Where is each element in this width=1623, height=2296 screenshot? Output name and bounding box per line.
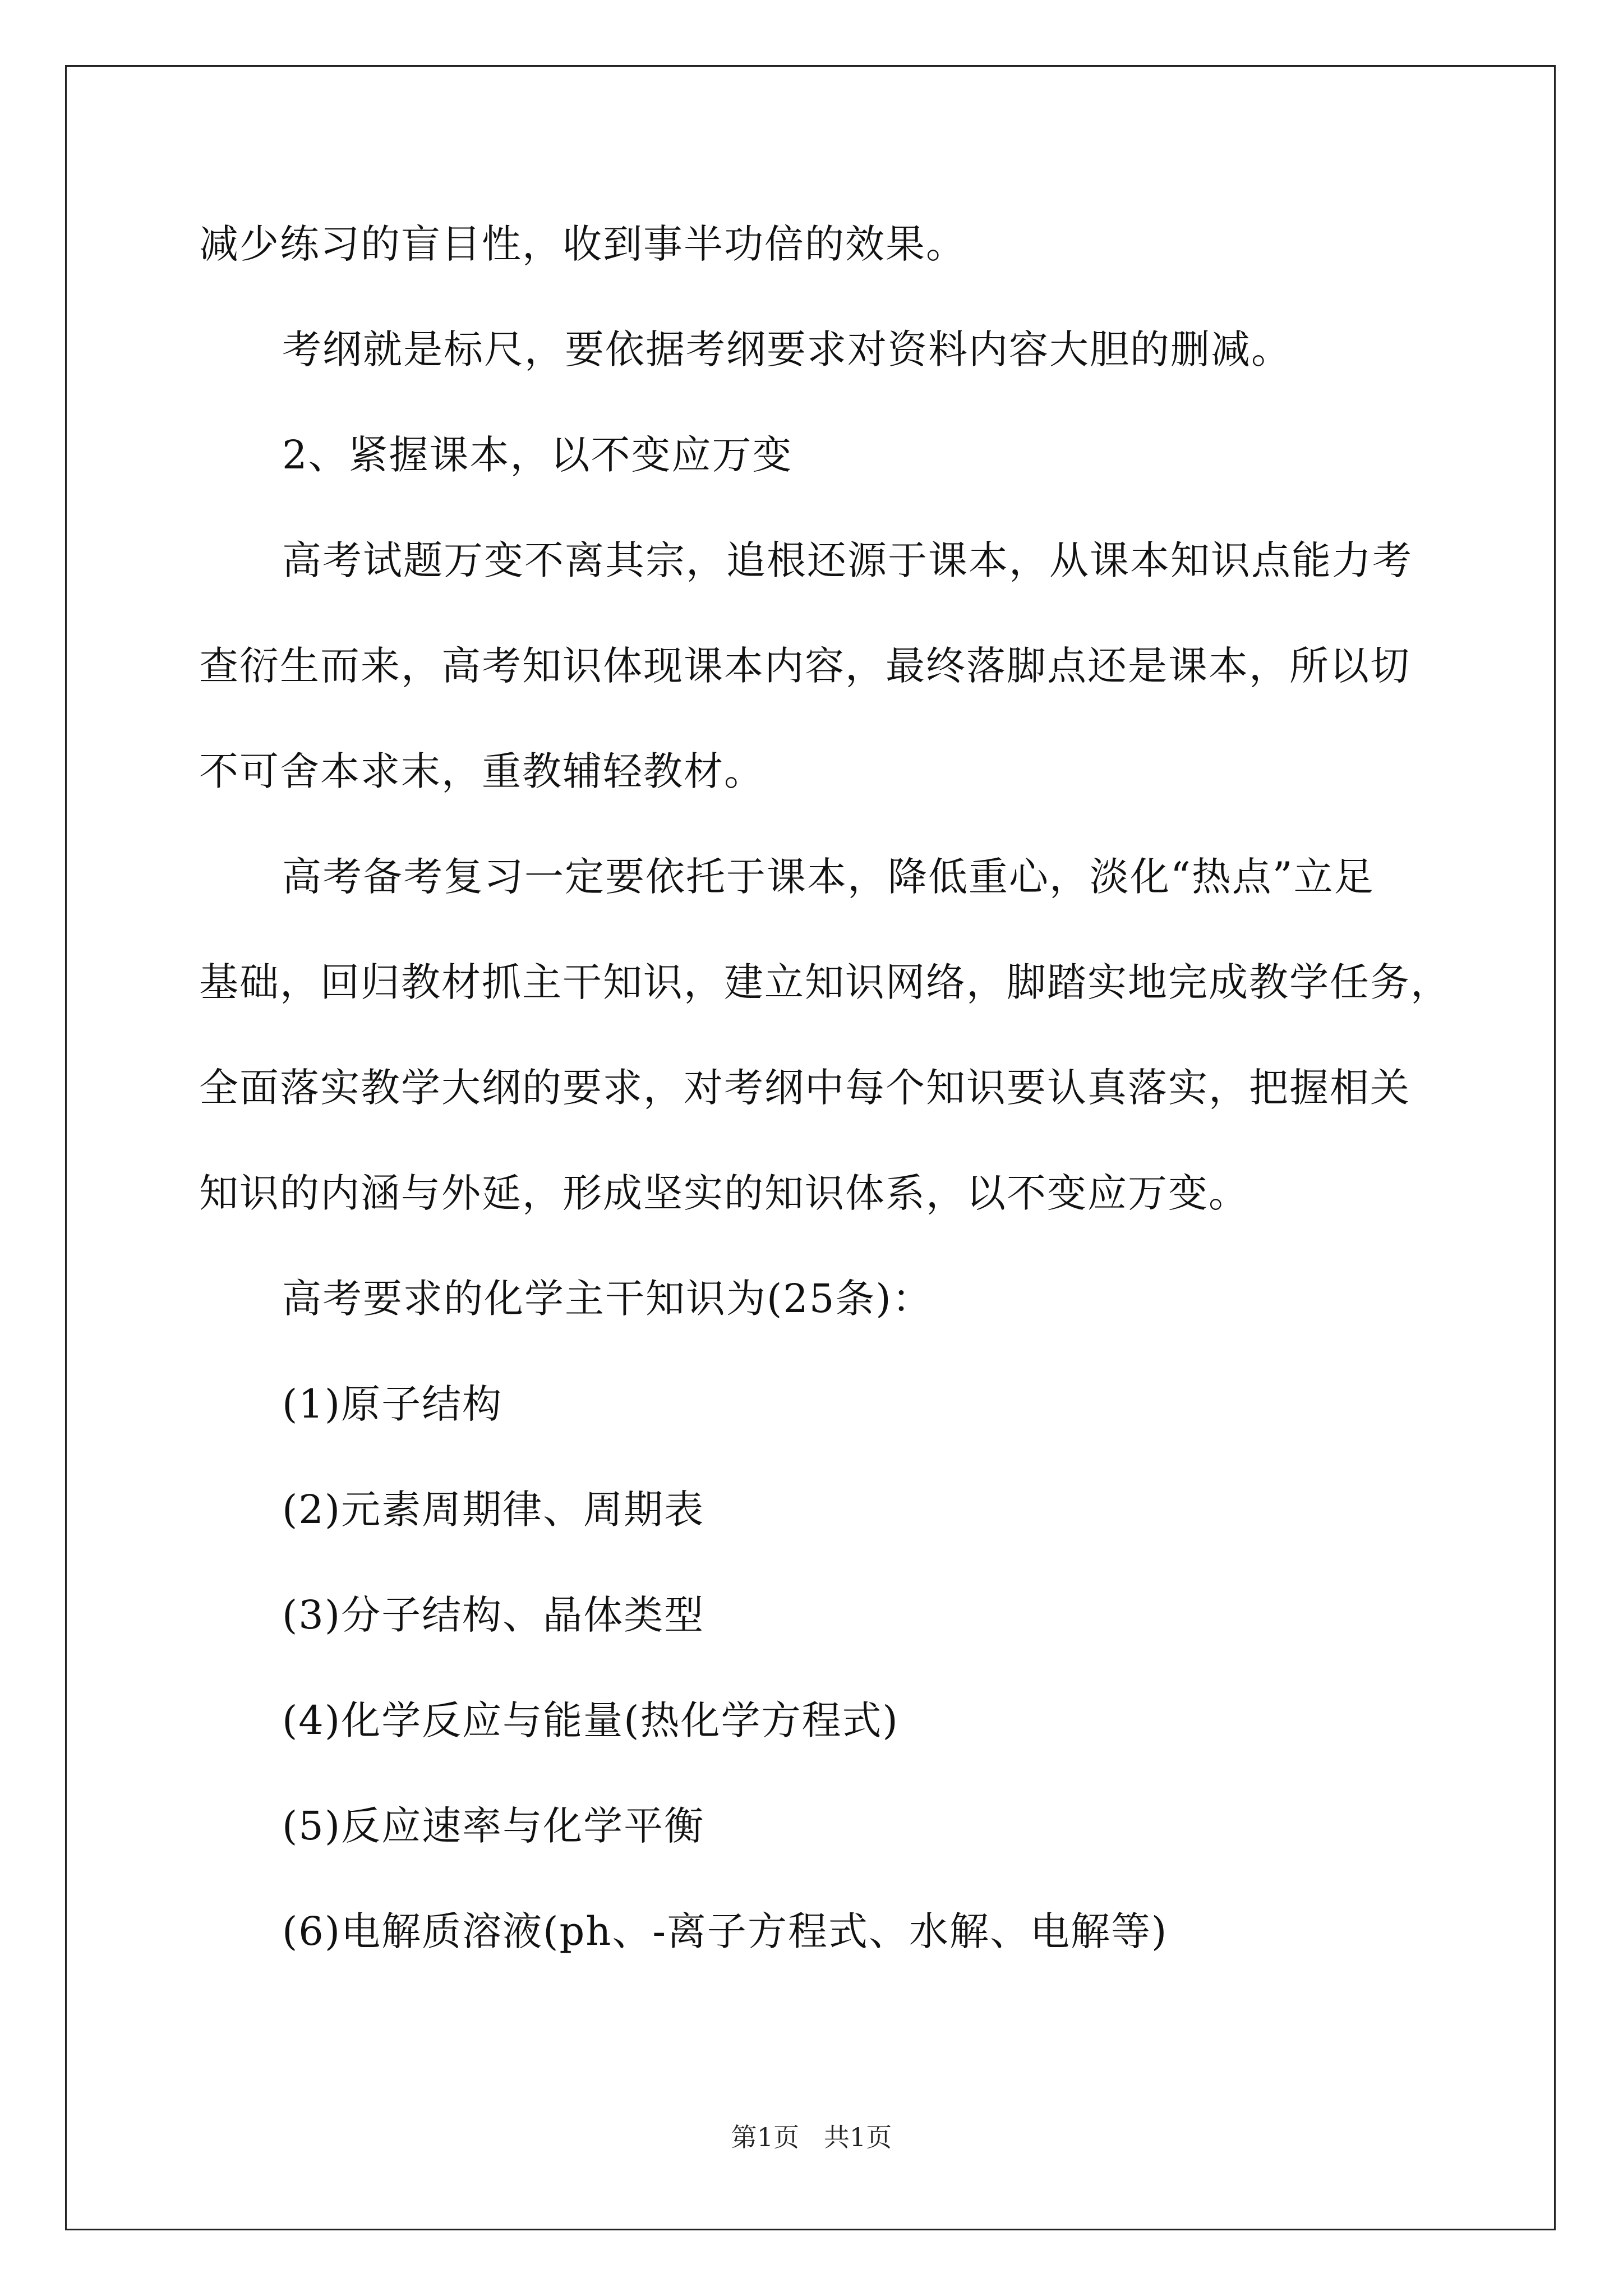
text-line: 高考要求的化学主干知识为(25条)：	[282, 1276, 933, 1322]
list-item: (1)原子结构	[282, 1381, 503, 1427]
text-line: 高考备考复习一定要依托于课本，降低重心，淡化“热点”立足	[282, 854, 1375, 900]
list-item: (4)化学反应与能量(热化学方程式)	[282, 1697, 899, 1743]
page-number-footer: 第1页 共1页	[731, 2122, 892, 2152]
text-line: 全面落实教学大纲的要求，对考纲中每个知识要认真落实，把握相关	[199, 1065, 1410, 1111]
text-line: 高考试题万变不离其宗，追根还源于课本，从课本知识点能力考	[282, 537, 1413, 583]
list-item: (5)反应速率与化学平衡	[282, 1803, 705, 1849]
page-border	[65, 65, 1556, 2230]
list-item: (2)元素周期律、周期表	[282, 1487, 705, 1533]
list-item: (6)电解质溶液(ph、-离子方程式、水解、电解等)	[282, 1908, 1168, 1954]
text-line: 不可舍本求末，重教辅轻教材。	[199, 748, 764, 794]
text-line: 考纲就是标尺，要依据考纲要求对资料内容大胆的删减。	[282, 326, 1292, 372]
text-line: 知识的内涵与外延，形成坚实的知识体系，以不变应万变。	[199, 1170, 1249, 1216]
text-line: 基础，回归教材抓主干知识，建立知识网络，脚踏实地完成教学任务，	[199, 959, 1451, 1005]
text-line: 查衍生而来，高考知识体现课本内容，最终落脚点还是课本，所以切	[199, 643, 1410, 689]
section-heading: 2、紧握课本，以不变应万变	[282, 432, 793, 478]
text-line: 减少练习的盲目性，收到事半功倍的效果。	[199, 221, 966, 267]
list-item: (3)分子结构、晶体类型	[282, 1592, 705, 1638]
